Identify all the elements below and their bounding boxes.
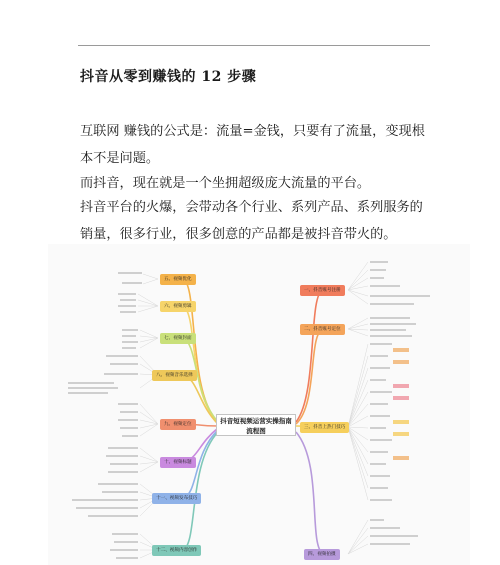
top-divider [78, 45, 430, 46]
mindmap-center-node: 抖音短视频运营实操指南流程图 [216, 414, 296, 436]
branch-node: 四、视频拍摄 [304, 549, 340, 560]
branch-node: 八、视频音乐选择 [152, 370, 197, 381]
paragraph-industries: 抖音平台的火爆，会带动各个行业、系列产品、系列服务的销量，很多行业，很多创意的产品都是被抖音带火的。 [80, 200, 423, 242]
branch-node: 九、视频定位 [160, 419, 196, 430]
paragraph-platform: 而抖音，现在就是一个坐拥超级庞大流量的平台。 [80, 176, 371, 191]
mindmap-image [48, 244, 470, 565]
document-title: 抖音从零到赚钱的 12 步骤 [80, 69, 257, 85]
branch-node: 十二、视频内容创作 [152, 545, 201, 556]
branch-node: 十、视频标题 [160, 457, 196, 468]
branch-node: 三、抖音上热门技巧 [300, 422, 349, 433]
paragraph-formula: 互联网 赚钱的公式是：流量=金钱，只要有了流量，变现根本不是问题。 [80, 124, 425, 166]
branch-node: 二、抖音账号定位 [300, 324, 345, 335]
branch-node: 七、视频封面 [160, 333, 196, 344]
branch-node: 十一、视频发布技巧 [152, 493, 201, 504]
branch-node: 一、抖音账号注册 [300, 285, 345, 296]
branch-node: 五、视频优化 [160, 274, 196, 285]
mindmap-connectors [48, 244, 470, 565]
branch-node: 六、视频剪辑 [160, 301, 196, 312]
